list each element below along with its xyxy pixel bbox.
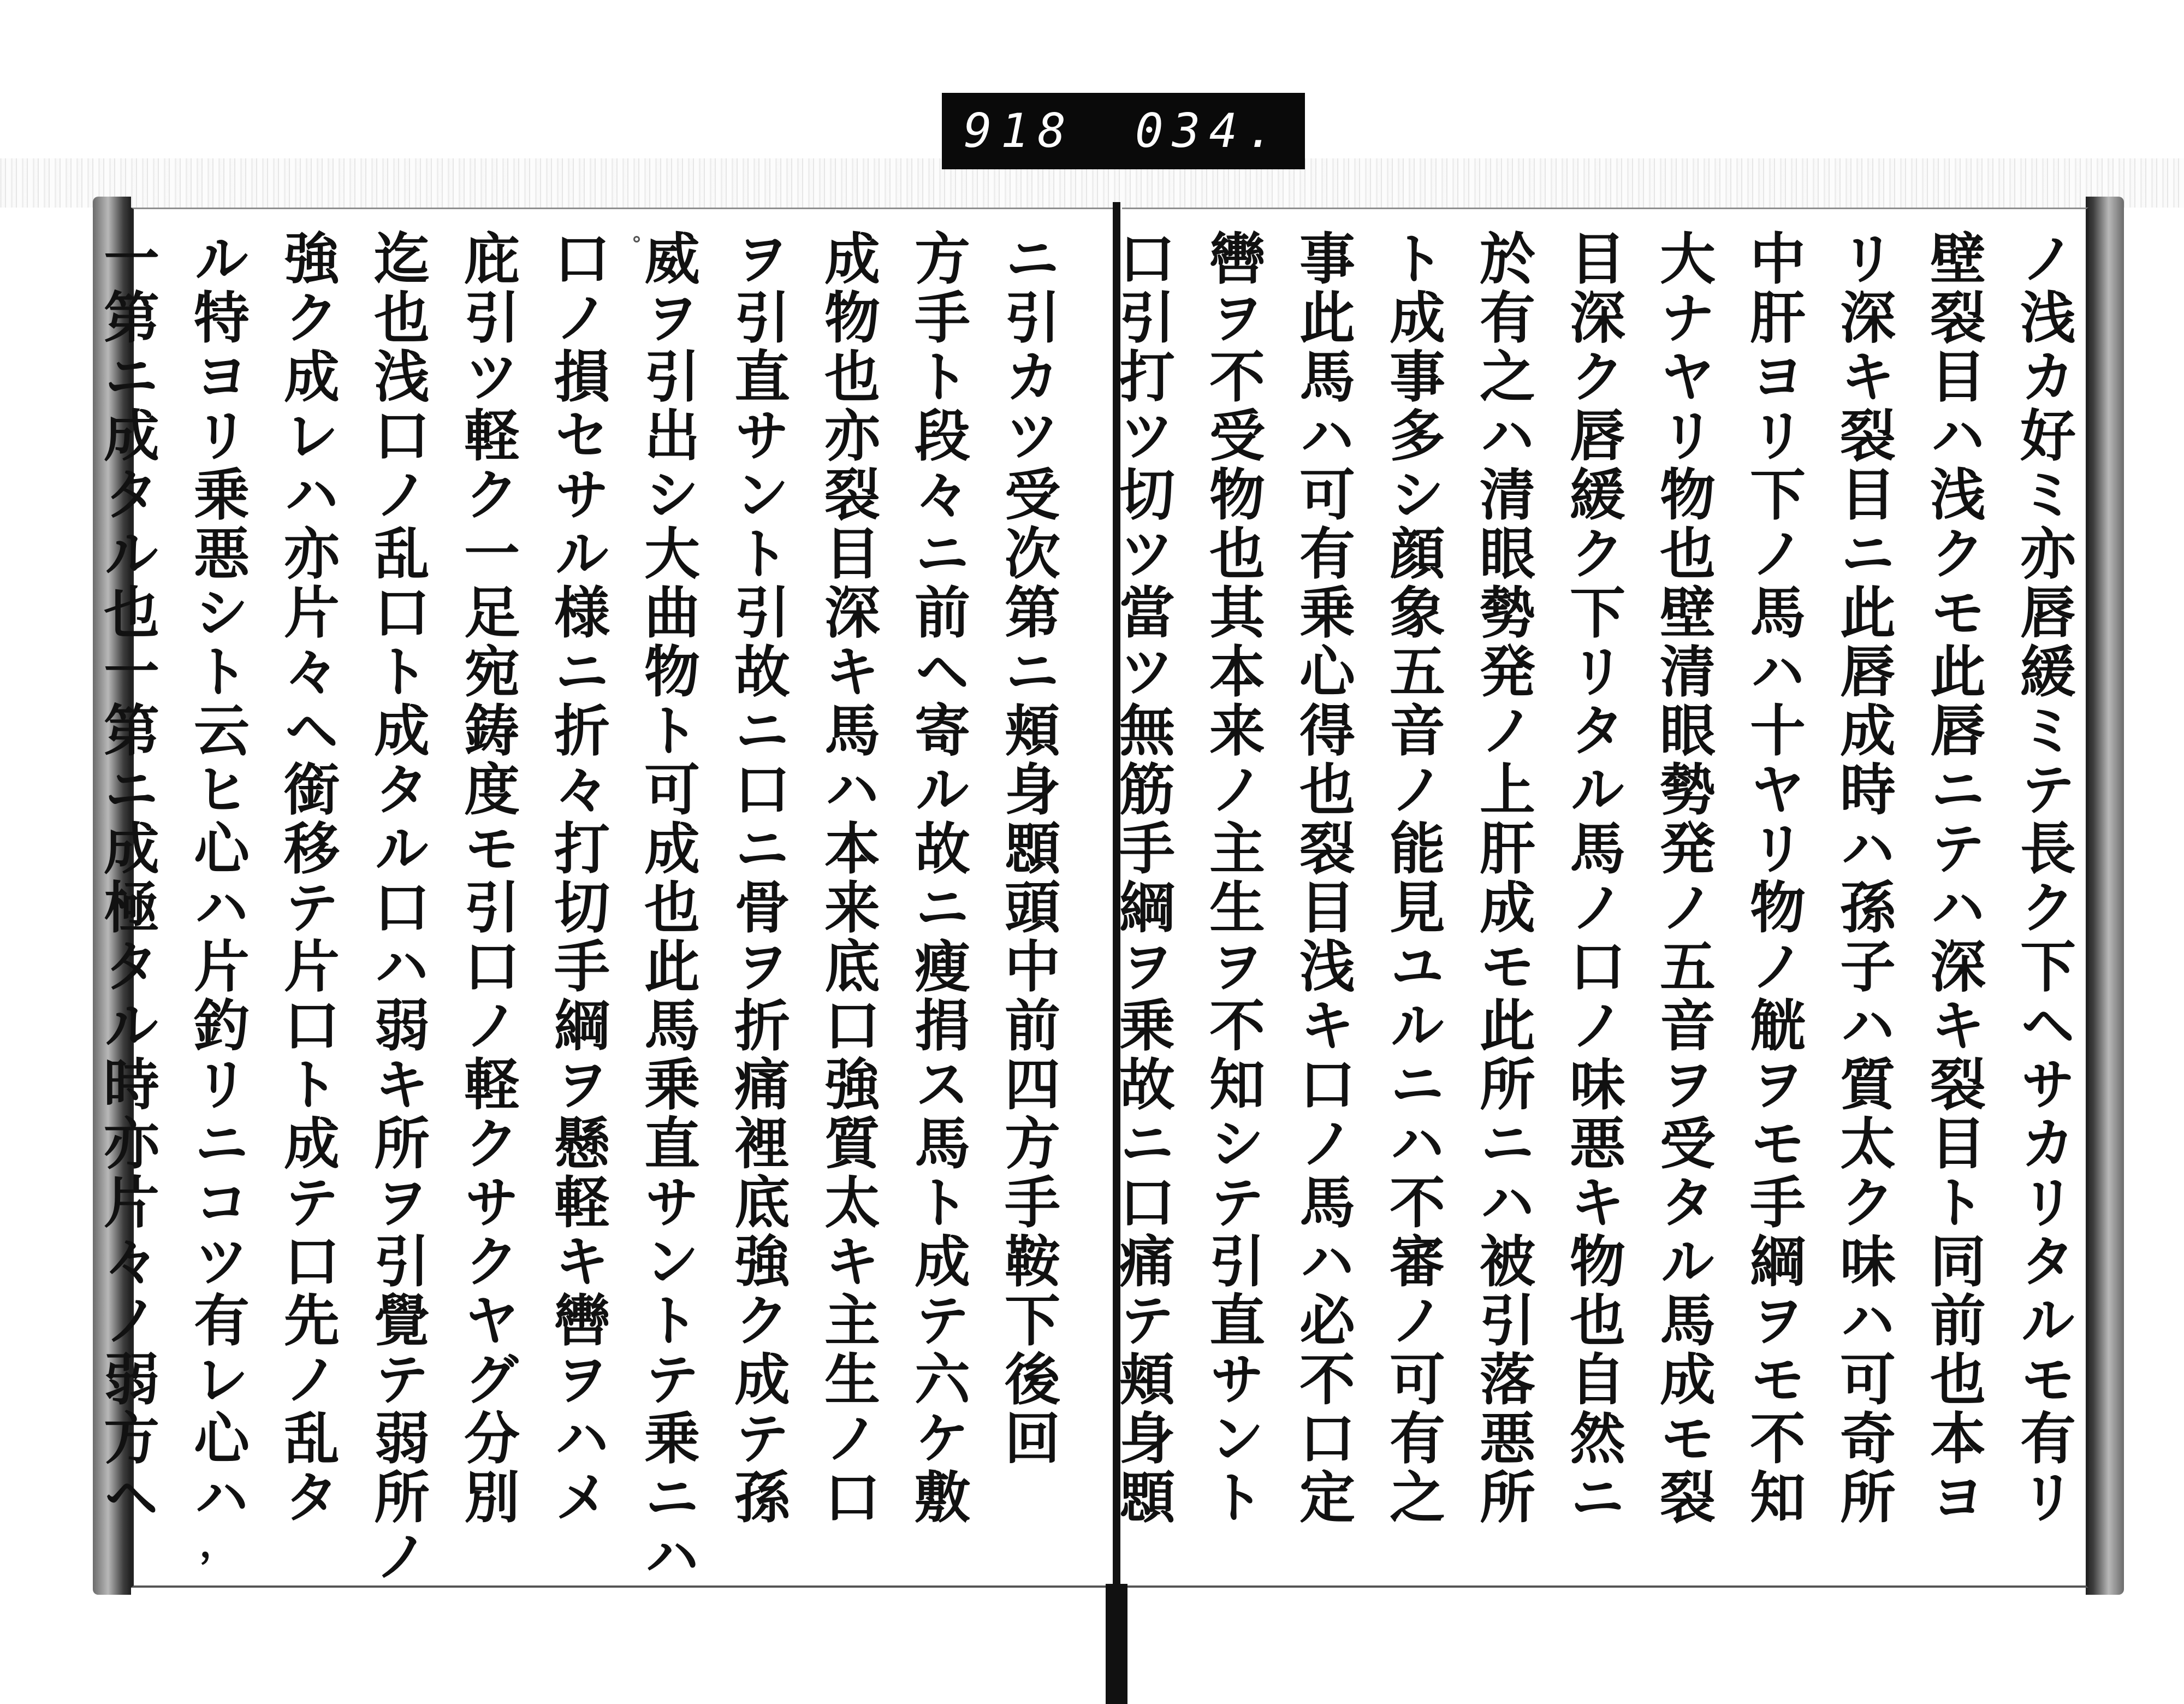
- text-line: 事此馬ハ可有乗心得也裂目浅キ口ノ馬ハ必不口定: [1290, 229, 1356, 1527]
- text-line: 迄也浅口ノ乱口ト成タル口ハ弱キ所ヲ引覺テ弱所ノ: [365, 229, 430, 1586]
- text-line: 於有之ハ清眼勢発ノ上肝成モ此所ニハ被引落悪所: [1470, 229, 1536, 1527]
- text-line: 壁裂目ハ浅クモ此唇ニテハ深キ裂目ト同前也本ヨ: [1921, 229, 1986, 1527]
- text-line: 大ナヤリ物也壁清眼勢発ノ五音ヲ受タル馬成モ裂: [1651, 229, 1716, 1527]
- text-line: 中肝ヨリ下ノ馬ハ十ヤリ物ノ觥ヲモ手綱ヲモ不知: [1741, 229, 1806, 1527]
- text-line: 方手ト段々ニ前ヘ寄ル故ニ瘦捐ス馬ト成テ六ケ敷: [905, 229, 971, 1527]
- right-cover-edge: [2086, 197, 2124, 1595]
- text-line: ル特ヨリ乗悪シト云ヒ心ハ片釣リニコツ有レ心ハ: [185, 229, 250, 1527]
- text-line: 庇引ツ軽ク一足宛鋳度モ引口ノ軽クサクヤグ分別: [455, 229, 520, 1527]
- text-line: 成物也亦裂目深キ馬ハ本来底口強質太キ主生ノ口: [815, 229, 881, 1527]
- left-page-text: [94, 229, 1073, 1586]
- text-line: 威ヲ引出シ大曲物ト可成也此馬乗直サントテ乗ニハ: [635, 229, 701, 1586]
- book-gutter-foot: [1106, 1584, 1127, 1704]
- text-line: 一第ニ成タル也一第ニ成極タル時亦片々ノ弱方ヘ: [94, 229, 160, 1527]
- text-line: ヲ引直サント引故ニ口ニ骨ヲ折痛裡底強ク成テ孫: [725, 229, 791, 1527]
- text-line: 強ク成レハ亦片々ヘ銜移テ片口ト成テ口先ノ乱タ: [275, 229, 340, 1527]
- text-line: ニ引カツ受次第ニ頬身顋頭中前四方手鞍下後回: [995, 229, 1061, 1468]
- right-page-text: [1110, 229, 2088, 1527]
- reel-number: 918: [964, 104, 1075, 158]
- frame-number: 034.: [1135, 104, 1283, 158]
- text-line: ト成事多シ顔象五音ノ能見ユルニハ不審ノ可有之: [1380, 229, 1446, 1527]
- stray-mark: ，: [199, 1520, 238, 1566]
- text-line: 轡ヲ不受物也其本来ノ主生ヲ不知シテ引直サント: [1200, 229, 1266, 1527]
- text-line: 口ノ損セサル様ニ折々打切手綱ヲ懸軽キ轡ヲハメ: [545, 229, 610, 1527]
- text-line: 口引打ツ切ツ當ツ無筋手綱ヲ乗故ニ口痛テ頬身顋: [1110, 229, 1176, 1527]
- film-frame-counter: [942, 93, 1305, 169]
- text-line: ノ浅カ好ミ亦唇緩ミテ長ク下ヘサカリタルモ有リ: [2011, 229, 2076, 1527]
- text-line: 目深ク唇緩ク下リタル馬ノ口ノ味悪キ物也自然ニ: [1560, 229, 1626, 1527]
- text-line: リ深キ裂目ニ此唇成時ハ孫子ハ質太ク味ハ可奇所: [1831, 229, 1896, 1527]
